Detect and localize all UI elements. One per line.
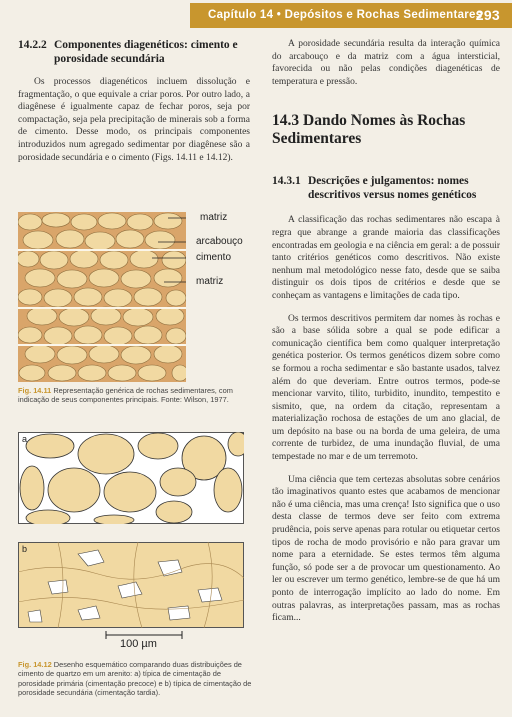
subsection-heading-14-3-1: 14.3.1 Descrições e julgamentos: nomes descritivos versus nomes genéticos <box>272 175 477 202</box>
page-number: 293 <box>475 7 500 23</box>
figure-14-12 <box>18 432 248 652</box>
figure-14-11-caption: Fig. 14.11 Representação genérica de rochas sedimentares, com indicação de seus componentes principais. Fonte: Wilson, 1977. <box>18 386 233 405</box>
panel-a-label: a <box>22 434 28 444</box>
sedimentary-rock-illustration <box>18 212 186 382</box>
paragraph-classification: A classificação das rochas sedimentares não escapa à regra que abrange a grande maioria das classificações encontradas em geologia e na ciência em geral: a de possuir tanto critérios genéticos como descritivos. Não existe nenhum mal metodológico nesse fato, desde que se saiba distinguir os dois tipos de critérios e desde que se conheçam as vantagens e limitações de cada tipo. <box>272 215 500 301</box>
panel-b-label: b <box>22 544 28 554</box>
label-matriz-top: matriz <box>200 212 228 223</box>
subsection-heading-14-2-2: 14.2.2 Componentes diagenéticos: cimento e porosidade secundária <box>18 39 238 65</box>
paragraph-diagenetic: Os processos diagenéticos incluem dissolução e fragmentação, o que equivale a criar poros. Por outro lado, a diagênese é igualmente capaz de fechar poros, seja por compactação, seja pela precipitação de minerais sob a forma de cimento. Desse modo, os principais componentes introduzidos num agregado sedimentar por diagênese são a porosidade secundária e o cimento (Figs. 14.11 e 14.12). <box>18 77 250 163</box>
label-cimento: cimento <box>196 252 232 263</box>
paragraph-descriptive-terms: Os termos descritivos permitem dar nomes às rochas e são a base sólida sobre a qual se pode edificar a comunicação científica bem como qualquer interpretação genética posterior. Os termos genéticos dizem sobre como se formou a rocha sedimentar e são bastante usados, talvez além do que deveriam. Entre outros termos, pode-se mencionar varvito, tilito, turbidito, inundito, tempestito e sismito, que, na ordem da citação, representam a materialização rochosa de estações de um ano glacial, de um depósito na base ou na borda de uma geleira, de uma corrente de turbidez, de uma inundação fluvial, de uma tempestade no mar e de um terremoto. <box>272 313 500 463</box>
cement-panel-a <box>18 432 244 524</box>
figure-14-12-caption: Fig. 14.12 Desenho esquemático comparando duas distribuições de cimento de quartzo em um arenito: a) típica de cimentação de porosidade primária (cimentação precoce) e b) típica de cimentação de porosidade secundária (cimentação tardia). <box>18 660 252 698</box>
section-heading-14-3: 14.3 Dando Nomes às Rochas Sedimentares <box>272 112 466 148</box>
right-column <box>272 38 500 625</box>
paragraph-secondary-porosity: A porosidade secundária resulta da interação química do arcabouço e da matriz com a água intersticial, favorecida ou não pelas condições diagenéticas de temperatura e pressão. <box>272 39 500 87</box>
chapter-title: Capítulo 14 • Depósitos e Rochas Sedimentares <box>208 9 483 21</box>
cement-panel-b <box>18 542 244 628</box>
left-column <box>18 38 250 164</box>
figure-14-11 <box>18 212 258 382</box>
running-header <box>190 3 512 28</box>
label-matriz-bottom: matriz <box>196 276 224 287</box>
label-arcabouco: arcabouço <box>196 236 243 247</box>
scale-bar-label: 100 µm <box>120 638 157 650</box>
paragraph-science-beliefs: Uma ciência que tem certezas absolutas sobre cenários tão imaginativos quanto estes que acabamos de mencionar não é uma ciência, mas uma crença! Isto significa que o uso desta classe de termos deve ser feito com extrema prudência, pois serve apenas para rotular ou etiquetar certos tipos de rocha de modo provisório e não para gravar um nome para a eternidade. Se estes termos têm alguma função, só pode ser a de provocar um questionamento. Ao ler ou escrever um termo genético, lembre-se de que há um ponto de interrogação implícito ao lado do nome. Em outras palavras, as interpretações passam, mas as rochas ficam... <box>272 474 500 624</box>
